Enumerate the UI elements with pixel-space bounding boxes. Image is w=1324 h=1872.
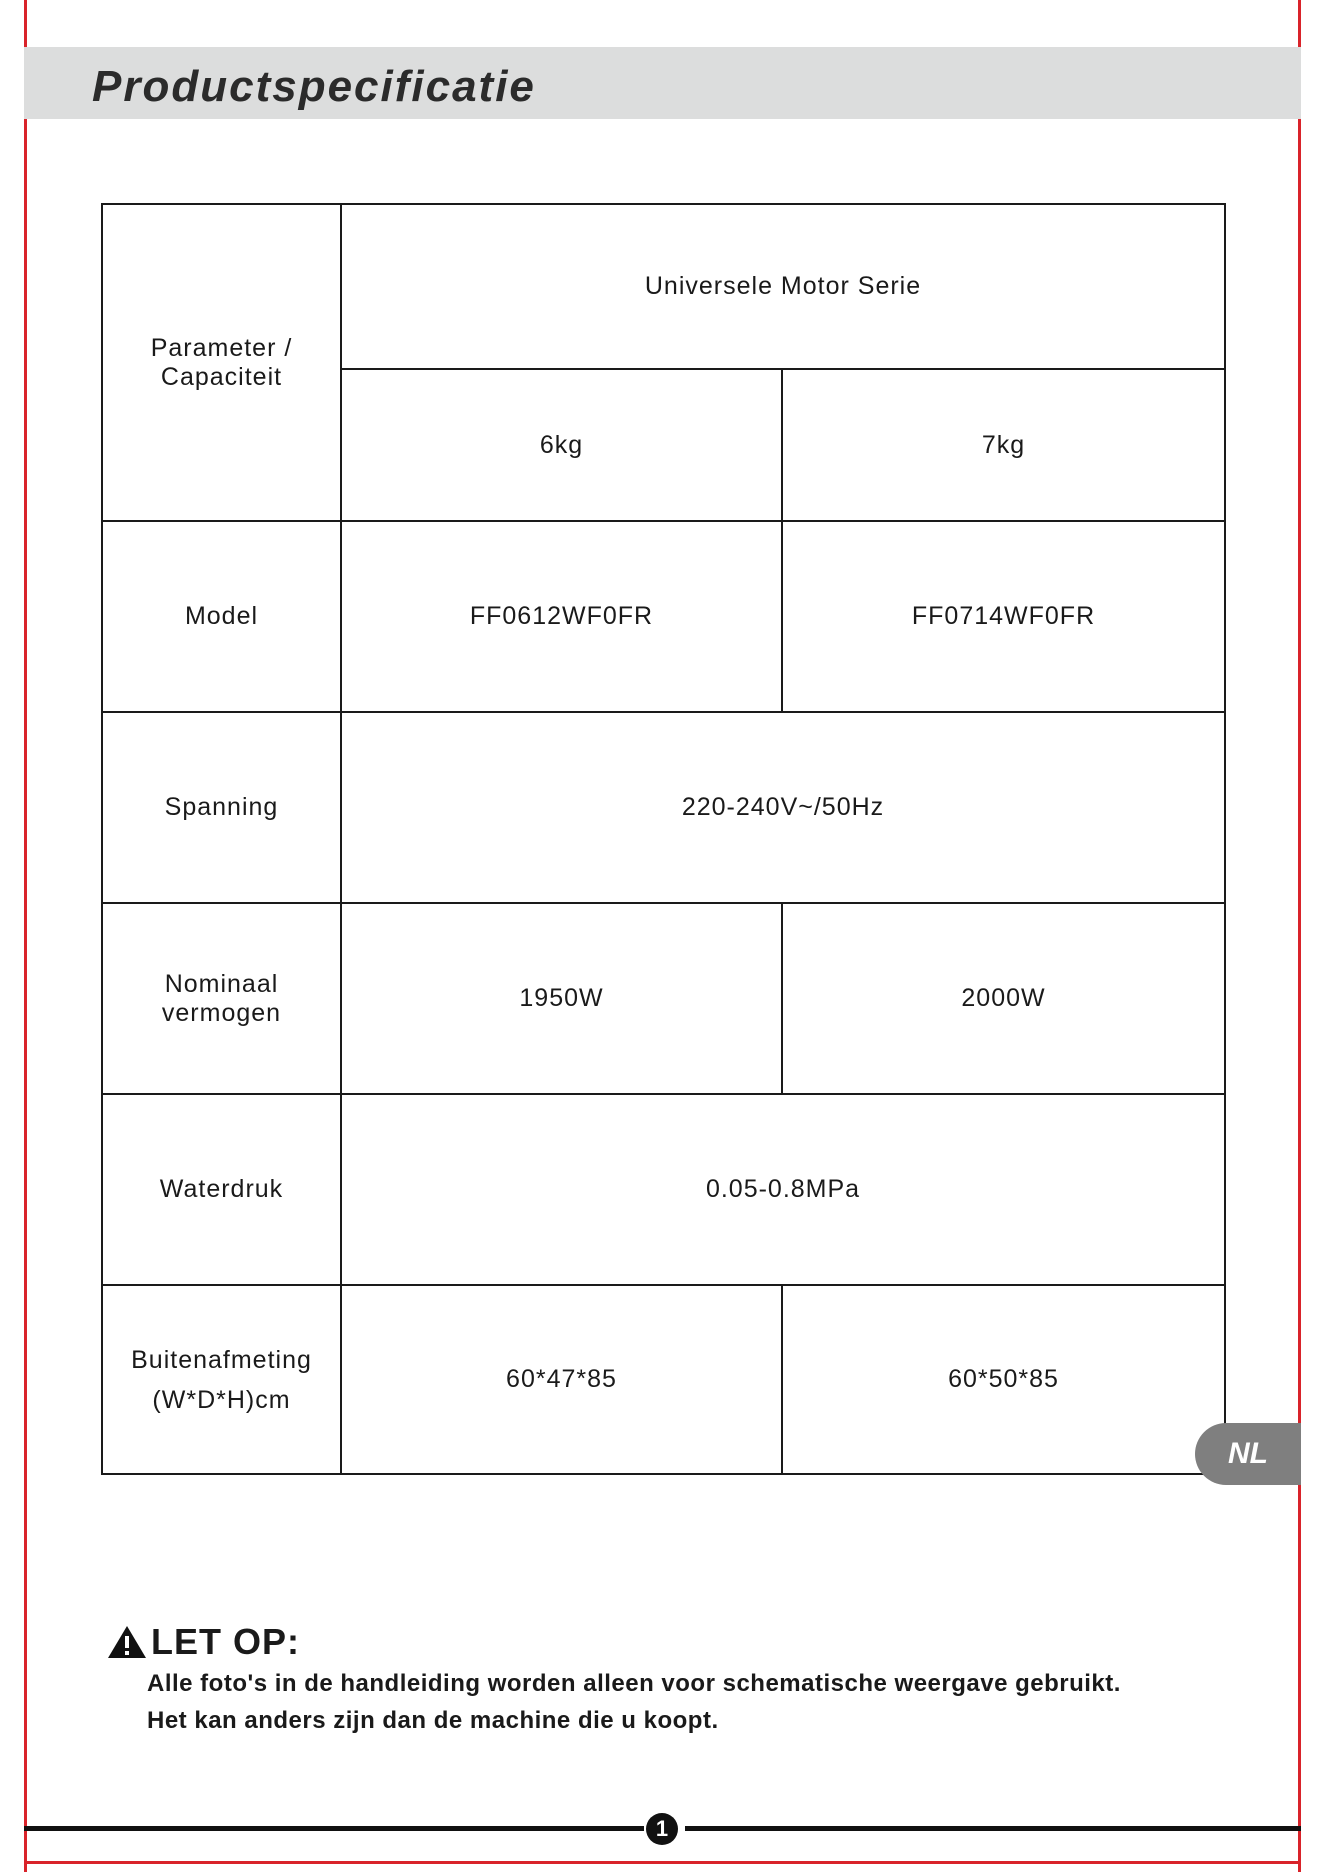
language-tab: NL: [1195, 1423, 1301, 1485]
param-label-line1: Parameter /: [150, 333, 293, 362]
page-border-left: [24, 0, 27, 1872]
afmeting-6kg-cell: 60*47*85: [341, 1285, 782, 1474]
table-row: [102, 1094, 1225, 1285]
waterdruk-label-cell: Waterdruk: [102, 1094, 341, 1285]
table-row: [102, 521, 1225, 712]
warning-line: Alle foto's in de handleiding worden alleen voor schematische weergave gebruikt.: [147, 1670, 1121, 1697]
table-row: [102, 903, 1225, 1094]
afmeting-label-line2: (W*D*H)cm: [152, 1385, 291, 1414]
footer-rule-right: [685, 1826, 1301, 1831]
afmeting-label-line1: Buitenafmeting: [131, 1345, 312, 1374]
model-6kg-cell: FF0612WF0FR: [341, 521, 782, 712]
vermogen-6kg-cell: 1950W: [341, 903, 782, 1094]
vermogen-label-line1: Nominaal: [164, 969, 279, 998]
vermogen-label-line2: vermogen: [161, 998, 282, 1027]
vermogen-7kg-cell: 2000W: [782, 903, 1225, 1094]
afmeting-label-cell: [102, 1285, 341, 1474]
vermogen-label-cell: [102, 903, 341, 1094]
warning-block: [107, 1621, 1121, 1739]
series-cell: Universele Motor Serie: [341, 204, 1225, 369]
page-title: Productspecificatie: [92, 62, 536, 111]
warning-triangle-icon: [107, 1625, 147, 1659]
table-row: [102, 204, 1225, 369]
capacity-6kg-cell: 6kg: [341, 369, 782, 521]
warning-title: LET OP:: [151, 1621, 300, 1662]
model-7kg-cell: FF0714WF0FR: [782, 521, 1225, 712]
afmeting-7kg-cell: 60*50*85: [782, 1285, 1225, 1474]
footer-rule-left: [24, 1826, 644, 1831]
waterdruk-value-cell: 0.05-0.8MPa: [341, 1094, 1225, 1285]
table-row: [102, 1285, 1225, 1474]
page-border-bottom: [24, 1861, 1301, 1864]
spec-table: [101, 203, 1226, 1475]
page-number: 1: [646, 1813, 678, 1845]
param-label-cell: [102, 204, 341, 521]
page-border-right: [1298, 0, 1301, 1872]
capacity-7kg-cell: 7kg: [782, 369, 1225, 521]
spanning-label-cell: Spanning: [102, 712, 341, 903]
spanning-value-cell: 220-240V~/50Hz: [341, 712, 1225, 903]
param-label-line2: Capaciteit: [160, 362, 283, 391]
model-label-cell: Model: [102, 521, 341, 712]
table-row: [102, 712, 1225, 903]
warning-line: Het kan anders zijn dan de machine die u koopt.: [147, 1707, 719, 1734]
